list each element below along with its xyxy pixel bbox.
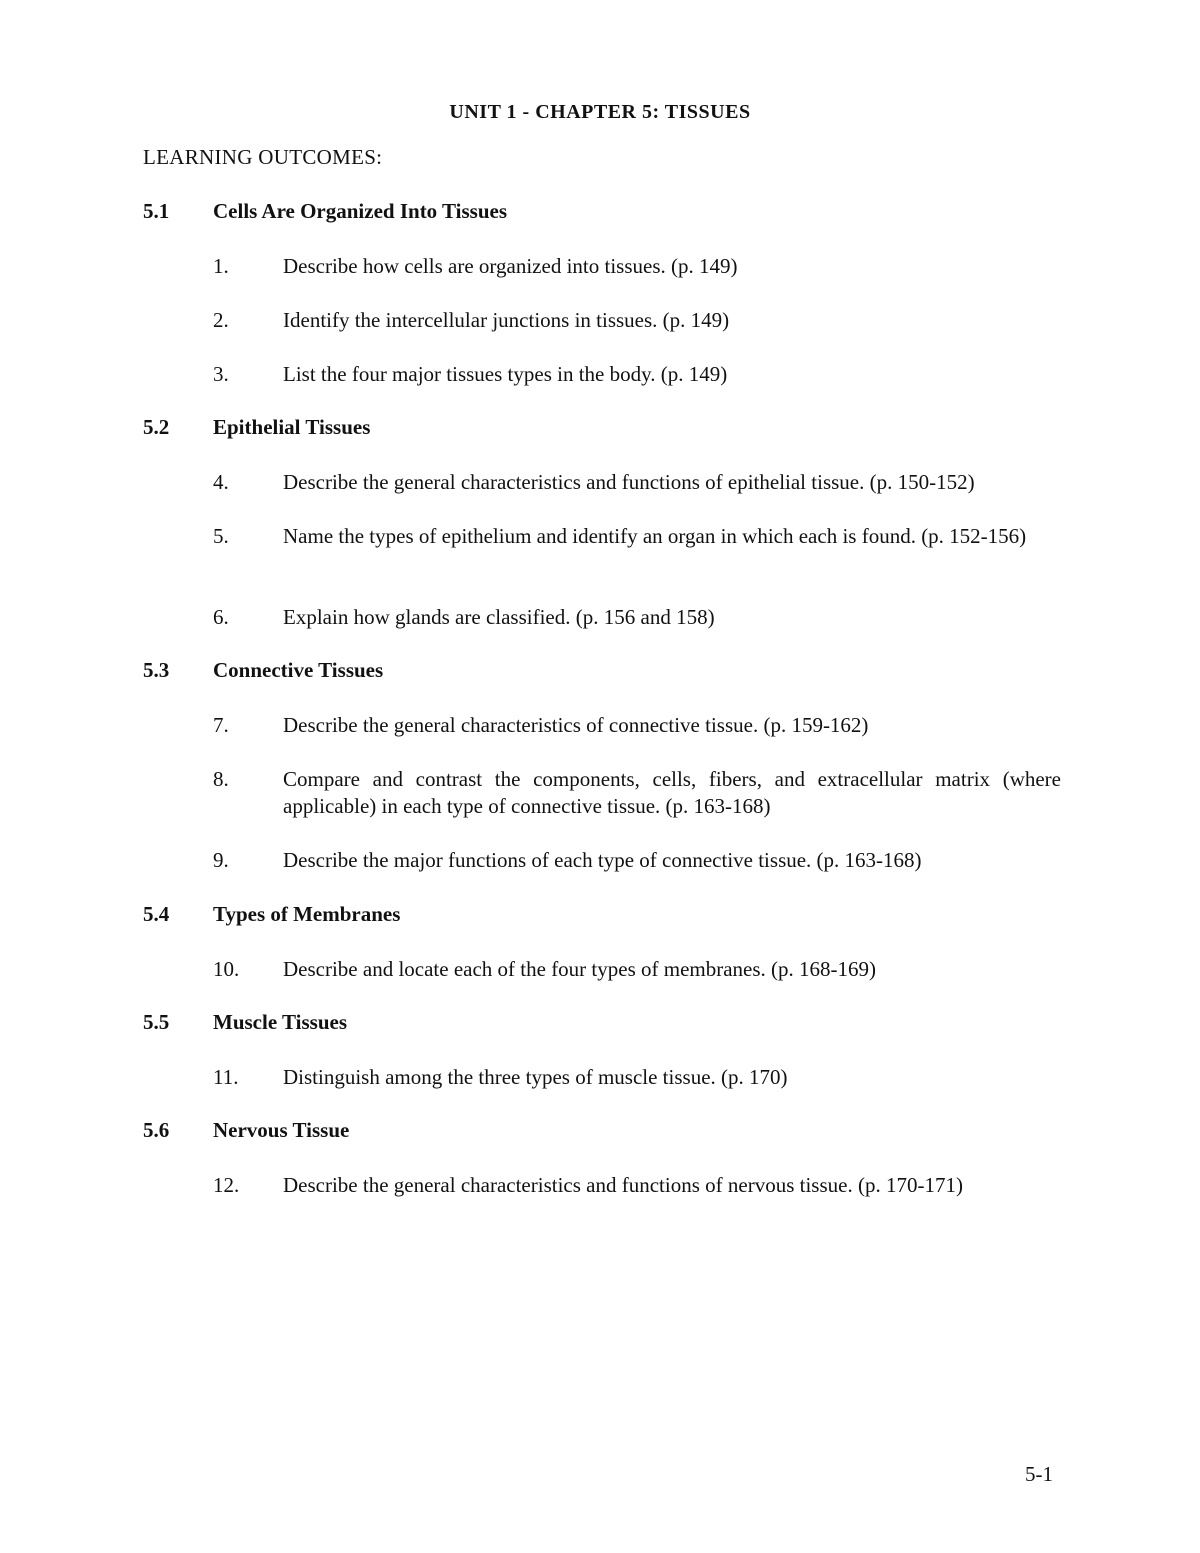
section-name: Epithelial Tissues [213,415,371,439]
item-text: Distinguish among the three types of muscle tissue. (p. 170) [283,1065,788,1089]
section-name: Types of Membranes [213,902,401,926]
item-number: 12. [213,1173,240,1197]
item-text: Describe the general characteristics and functions of epithelial tissue. (p. 150-152) [283,470,975,494]
section-number: 5.3 [143,658,170,682]
item-text: Describe how cells are organized into tissues. (p. 149) [283,254,738,278]
section-name: Muscle Tissues [213,1010,347,1034]
item-number: 3. [213,362,229,386]
item-number: 1. [213,254,229,278]
item-text: Compare and contrast the components, cells, fibers, and extracellular matrix (where applicable) in each type of connective tissue. (p. 163-168) [283,767,1061,818]
section-name: Cells Are Organized Into Tissues [213,199,508,223]
section-number: 5.2 [143,415,170,439]
item-number: 9. [213,848,229,872]
item-text: List the four major tissues types in the body. (p. 149) [283,362,728,386]
learning-outcomes-heading: LEARNING OUTCOMES: [143,145,383,169]
section-number: 5.6 [143,1118,170,1142]
page-title: UNIT 1 - CHAPTER 5: TISSUES [449,101,751,123]
item-number: 2. [213,308,229,332]
item-number: 7. [213,713,229,737]
section-name: Connective Tissues [213,658,384,682]
item-text: Describe and locate each of the four types of membranes. (p. 168-169) [283,957,877,981]
item-number: 6. [213,605,229,629]
section-number: 5.1 [143,199,170,223]
item-number: 4. [213,470,229,494]
section-number: 5.5 [143,1010,170,1034]
item-text: Explain how glands are classified. (p. 156 and 158) [283,605,715,629]
item-number: 11. [213,1065,239,1089]
item-text: Identify the intercellular junctions in tissues. (p. 149) [283,308,730,332]
item-number: 10. [213,957,240,981]
page-number: 5-1 [1025,1462,1053,1486]
item-text: Describe the general characteristics and functions of nervous tissue. (p. 170-171) [283,1173,963,1197]
item-number: 5. [213,524,229,548]
item-text: Describe the major functions of each type of connective tissue. (p. 163-168) [283,848,922,872]
section-name: Nervous Tissue [213,1118,350,1142]
item-text: Name the types of epithelium and identify an organ in which each is found. (p. 152-156) [283,524,1027,548]
item-number: 8. [213,767,229,791]
item-text: Describe the general characteristics of connective tissue. (p. 159-162) [283,713,869,737]
section-number: 5.4 [143,902,170,926]
